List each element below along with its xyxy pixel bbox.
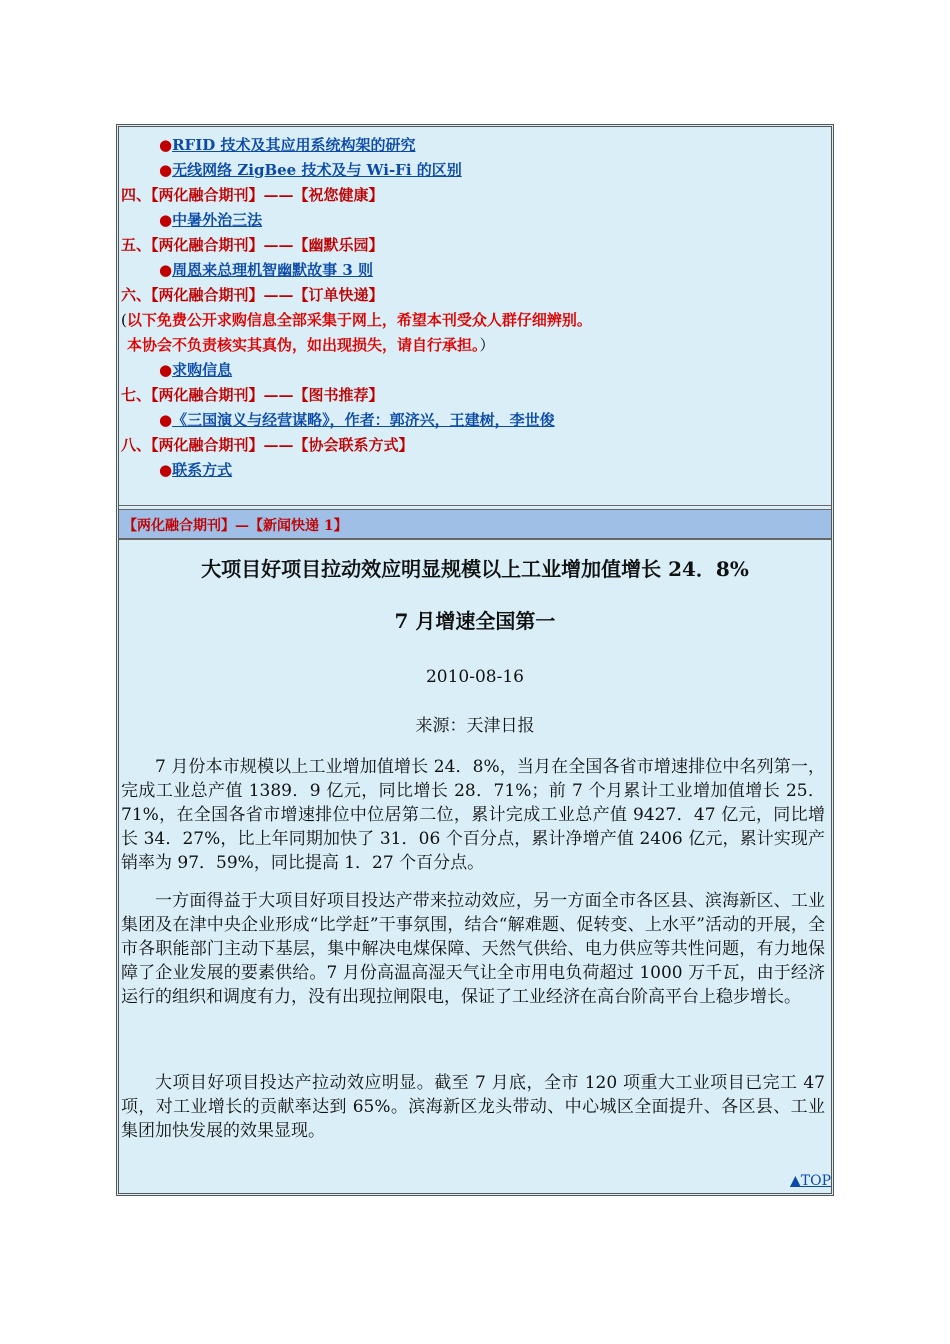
toc-item-contact[interactable] <box>159 460 232 480</box>
article-paragraph-2: 一方面得益于大项目好项目投达产带来拉动效应，另一方面全市各区县、滨海新区、工业集团及在津中央企业形成“比学赶”干事氛围，结合“解难题、促转变、上水平”活动的开展，全市各职能部门主动下基层，集中解决电煤保障、天然气供给、电力供应等共性问题，有力地保障了企业发展的要素供给。7 月份高温高湿天气让全市用电负荷超过 1000 万千瓦，由于经济运行的组织和调度有力，没有出现拉闸限电，保证了工业经济在高台阶高平台上稳步增长。 <box>121 891 825 1007</box>
toc-link-zigbee[interactable]: 无线网络 ZigBee 技术及与 Wi-Fi 的区别 <box>172 161 462 179</box>
toc-section-orders: 六、【两化融合期刊】——【订单快递】 <box>121 286 384 304</box>
article-paragraph-1: 7 月份本市规模以上工业增加值增长 24．8%，当月在全国各省市增速排位中名列第一，完成工业总产值 1389．9 亿元，同比增长 28．71%；前 7 个月累计工业增加值增长 25．71%，在全国各省市增速排位中位居第二位，累计完成工业总产值 9427．47 亿元，同比增长 34．27%，比上年同期加快了 31．06 个百分点，累计净增产值 2406 亿元，累计实现产销率为 97．59%，同比提高 1．27 个百分点。 <box>121 757 825 873</box>
notice-text-2: 本协会不负责核实其真伪，如出现损失，请自行承担。 <box>127 336 480 354</box>
back-to-top-link[interactable]: ▲TOP <box>789 1173 831 1189</box>
toc-section-health: 四、【两化融合期刊】——【祝您健康】 <box>121 186 384 204</box>
bullet-icon: ● <box>159 461 173 479</box>
toc-item-zigbee[interactable] <box>159 160 462 180</box>
toc-link-book[interactable]: 《三国演义与经营谋略》，作者：郭济兴，王建树，李世俊 <box>172 411 555 429</box>
bullet-icon: ● <box>159 261 173 279</box>
table-of-contents <box>119 127 831 505</box>
toc-item-rfid[interactable] <box>159 135 415 155</box>
notice-line-2 <box>127 335 495 355</box>
bullet-icon: ● <box>159 136 173 154</box>
bullet-icon: ● <box>159 411 173 429</box>
article-paragraph-3: 大项目好项目投达产拉动效应明显。截至 7 月底，全市 120 项重大工业项目已完工 47 项，对工业增长的贡献率达到 65%。滨海新区龙头带动、中心城区全面提升、各区县、工业集团加快发展的效果显现。 <box>121 1073 825 1141</box>
notice-text-1: 以下免费公开求购信息全部采集于网上，希望本刊受众人群仔细辨别。 <box>126 311 592 329</box>
bullet-icon: ● <box>159 161 173 179</box>
paren-close: ） <box>479 336 495 354</box>
toc-link-purchase[interactable]: 求购信息 <box>172 361 233 379</box>
bullet-icon: ● <box>159 361 173 379</box>
toc-item-book[interactable] <box>159 410 555 430</box>
section-header-label: 【两化融合期刊】—【新闻快递 1】 <box>123 518 348 534</box>
toc-section-humor: 五、【两化融合期刊】——【幽默乐园】 <box>121 236 384 254</box>
toc-link-zhou-stories[interactable]: 周恩来总理机智幽默故事 3 则 <box>172 261 373 279</box>
toc-link-rfid[interactable]: RFID 技术及其应用系统构架的研究 <box>172 136 416 154</box>
toc-link-contact[interactable]: 联系方式 <box>172 461 233 479</box>
article-title-line-2: 7 月增速全国第一 <box>394 609 556 633</box>
article-title-line-1: 大项目好项目拉动效应明显规模以上工业增加值增长 24．8% <box>201 557 749 581</box>
paren-open: ( <box>121 311 127 329</box>
newsletter-frame <box>116 124 834 1196</box>
toc-item-purchase[interactable] <box>159 360 232 380</box>
toc-section-books: 七、【两化融合期刊】——【图书推荐】 <box>121 386 384 404</box>
bullet-icon: ● <box>159 211 173 229</box>
article-source: 来源：天津日报 <box>415 716 535 736</box>
article-date: 2010-08-16 <box>425 667 524 687</box>
notice-line-1 <box>121 310 592 330</box>
news-article <box>119 539 831 1193</box>
toc-item-zhou-stories[interactable] <box>159 260 373 280</box>
toc-item-heatstroke[interactable] <box>159 210 262 230</box>
toc-section-contact: 八、【两化融合期刊】——【协会联系方式】 <box>121 436 414 454</box>
section-header-bar <box>119 509 831 540</box>
toc-link-heatstroke[interactable]: 中暑外治三法 <box>172 211 263 229</box>
